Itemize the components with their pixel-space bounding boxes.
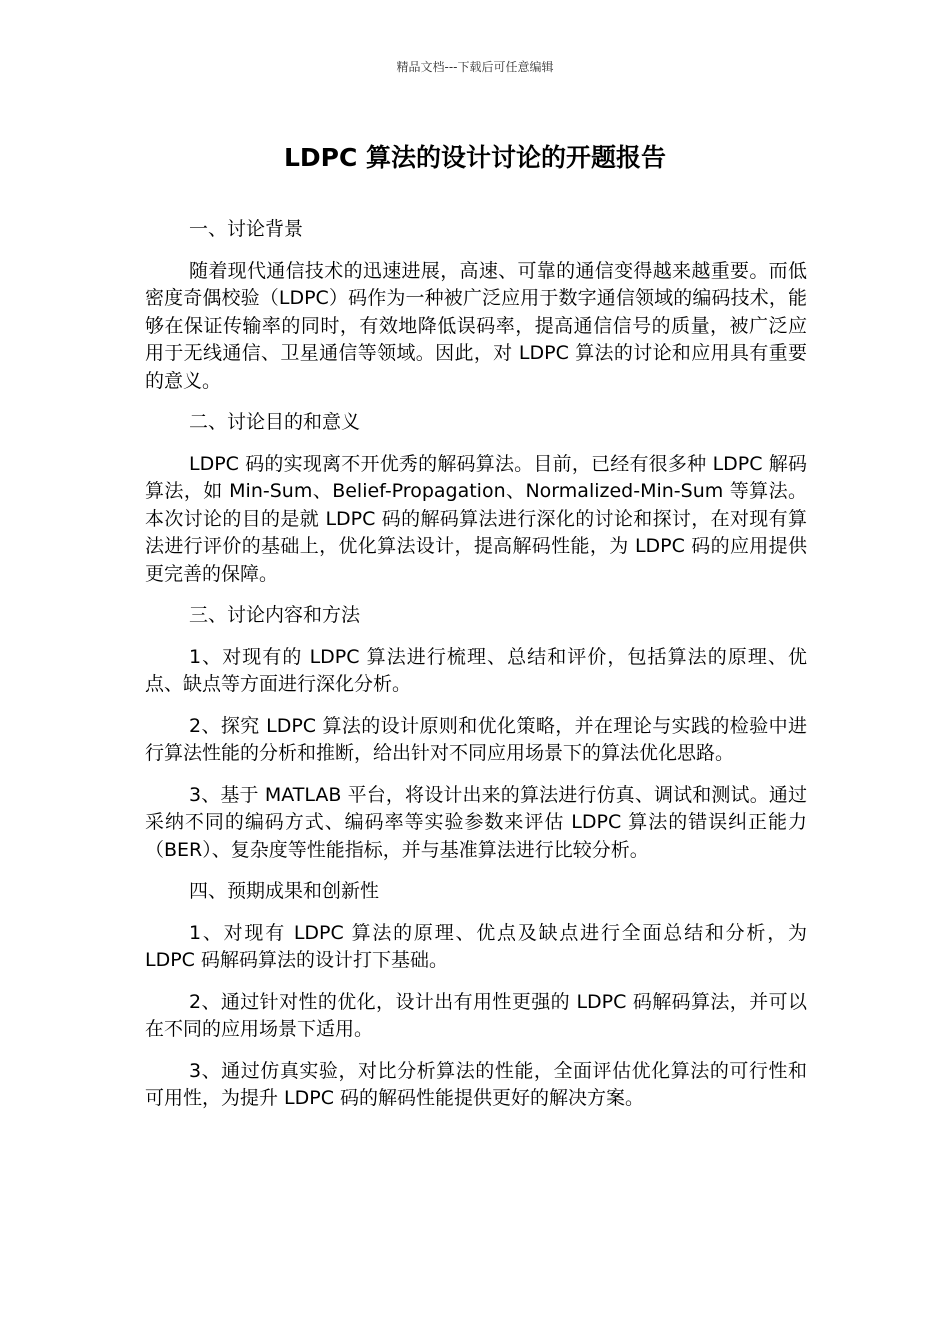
paragraph: 3、基于 MATLAB 平台，将设计出来的算法进行仿真、调试和测试。通过采纳不同的编码方式、编码率等实验参数来评估 LDPC 算法的错误纠正能力（BER）、复杂度等性能指标，并与基准算法进行比较分析。 (145, 783, 807, 861)
section-heading: 三、讨论内容和方法 (189, 604, 361, 626)
paragraph: 3、通过仿真实验，对比分析算法的性能，全面评估优化算法的可行性和可用性，为提升 LDPC 码的解码性能提供更好的解决方案。 (145, 1059, 807, 1109)
paragraph: 2、通过针对性的优化，设计出有用性更强的 LDPC 码解码算法，并可以在不同的应用场景下适用。 (145, 990, 807, 1040)
section-heading: 二、讨论目的和意义 (189, 411, 361, 433)
section-heading: 四、预期成果和创新性 (189, 880, 380, 902)
paragraph: 1、对现有 LDPC 算法的原理、优点及缺点进行全面总结和分析，为 LDPC 码解码算法的设计打下基础。 (145, 921, 807, 971)
paragraph: 2、探究 LDPC 算法的设计原则和优化策略，并在理论与实践的检验中进行算法性能的分析和推断，给出针对不同应用场景下的算法优化思路。 (145, 714, 807, 764)
document-body (145, 216, 807, 1127)
paragraph: LDPC 码的实现离不开优秀的解码算法。目前，已经有很多种 LDPC 解码算法，如 Min-Sum、Belief-Propagation、Normalized-Min-Sum 等算法。本次讨论的目的是就 LDPC 码的解码算法进行深化的讨论和探讨，在对现有算法进行评价的基础上，优化算法设计，提高解码性能，为 LDPC 码的应用提供更完善的保障。 (145, 452, 807, 585)
document-title: LDPC 算法的设计讨论的开题报告 (283, 143, 667, 172)
section-heading: 一、讨论背景 (189, 218, 304, 240)
header-note: 精品文档---下载后可任意编辑 (396, 60, 554, 74)
paragraph: 1、对现有的 LDPC 算法进行梳理、总结和评价，包括算法的原理、优点、缺点等方面进行深化分析。 (145, 645, 807, 695)
paragraph: 随着现代通信技术的迅速进展，高速、可靠的通信变得越来越重要。而低密度奇偶校验（LDPC）码作为一种被广泛应用于数字通信领域的编码技术，能够在保证传输率的同时，有效地降低误码率，提高通信信号的质量，被广泛应用于无线通信、卫星通信等领域。因此，对 LDPC 算法的讨论和应用具有重要的意义。 (145, 259, 807, 392)
